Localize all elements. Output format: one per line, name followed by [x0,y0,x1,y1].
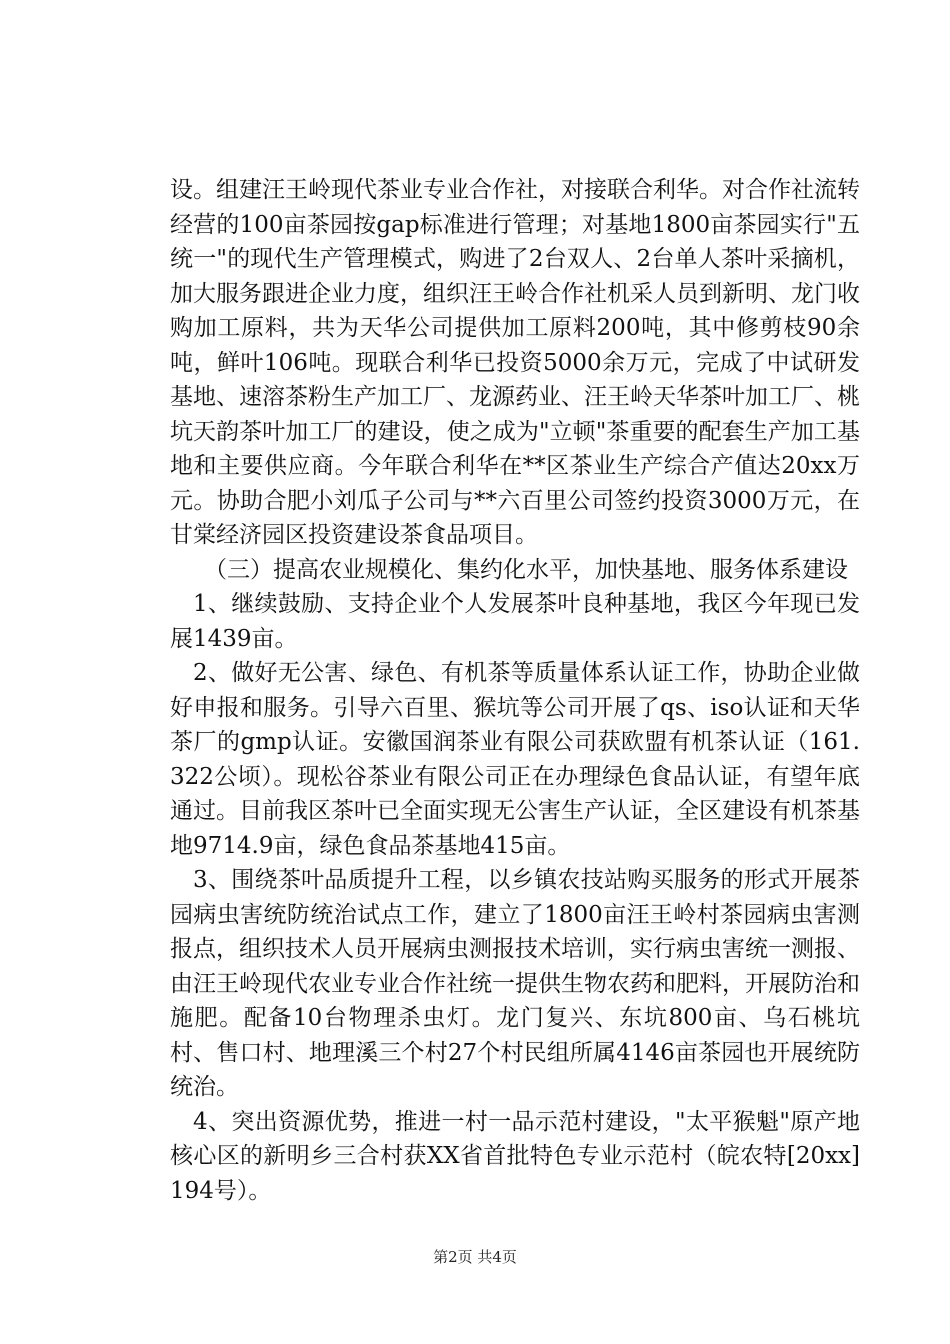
section-heading-three: （三）提高农业规模化、集约化水平，加快基地、服务体系建设 [204,556,848,583]
paragraph-item-3: 3、围绕茶叶品质提升工程，以乡镇农技站购买服务的形式开展茶园病虫害统防统治试点工作，建立了1800亩汪王岭村茶园病虫害测报点，组织技术人员开展病虫测报技术培训，实行病虫害统一测报、由汪王岭现代农业专业合作社统一提供生物农药和肥料，开展防治和施肥。配备10台物理杀虫灯。龙门复兴、东坑800亩、乌石桃坑村、售口村、地理溪三个村27个村民组所属4146亩茶园也开展统防统治。 [170,867,860,1100]
paragraph-item-2: 2、做好无公害、绿色、有机茶等质量体系认证工作，协助企业做好申报和服务。引导六百里、猴坑等公司开展了qs、iso认证和天华茶厂的gmp认证。安徽国润茶业有限公司获欧盟有机茶认证（161.322公顷）。现松谷茶业有限公司正在办理绿色食品认证，有望年底通过。目前我区茶叶已全面实现无公害生产认证，全区建设有机茶基地9714.9亩，绿色食品茶基地415亩。 [170,660,860,859]
document-body [170,173,860,1208]
paragraph-item-4: 4、突出资源优势，推进一村一品示范村建设，"太平猴魁"原产地核心区的新明乡三合村获XX省首批特色专业示范村（皖农特[20xx]194号）。 [170,1108,860,1204]
paragraph-cooperative-unilever: 设。组建汪王岭现代茶业专业合作社，对接联合利华。对合作社流转经营的100亩茶园按gap标准进行管理；对基地1800亩茶园实行"五统一"的现代生产管理模式，购进了2台双人、2台单人茶叶采摘机，加大服务跟进企业力度，组织汪王岭合作社机采人员到新明、龙门收购加工原料，共为天华公司提供加工原料200吨，其中修剪枝90余吨，鲜叶106吨。现联合利华已投资5000余万元，完成了中试研发基地、速溶茶粉生产加工厂、龙源药业、汪王岭天华茶叶加工厂、桃坑天韵茶叶加工厂的建设，使之成为"立顿"茶重要的配套生产加工基地和主要供应商。今年联合利华在**区茶业生产综合产值达20xx万元。协助合肥小刘瓜子公司与**六百里公司签约投资3000万元，在甘棠经济园区投资建设茶食品项目。 [170,177,860,548]
page-number-footer: 第2页 共4页 [433,1248,517,1266]
paragraph-item-1: 1、继续鼓励、支持企业个人发展茶叶良种基地，我区今年现已发展1439亩。 [170,591,860,652]
